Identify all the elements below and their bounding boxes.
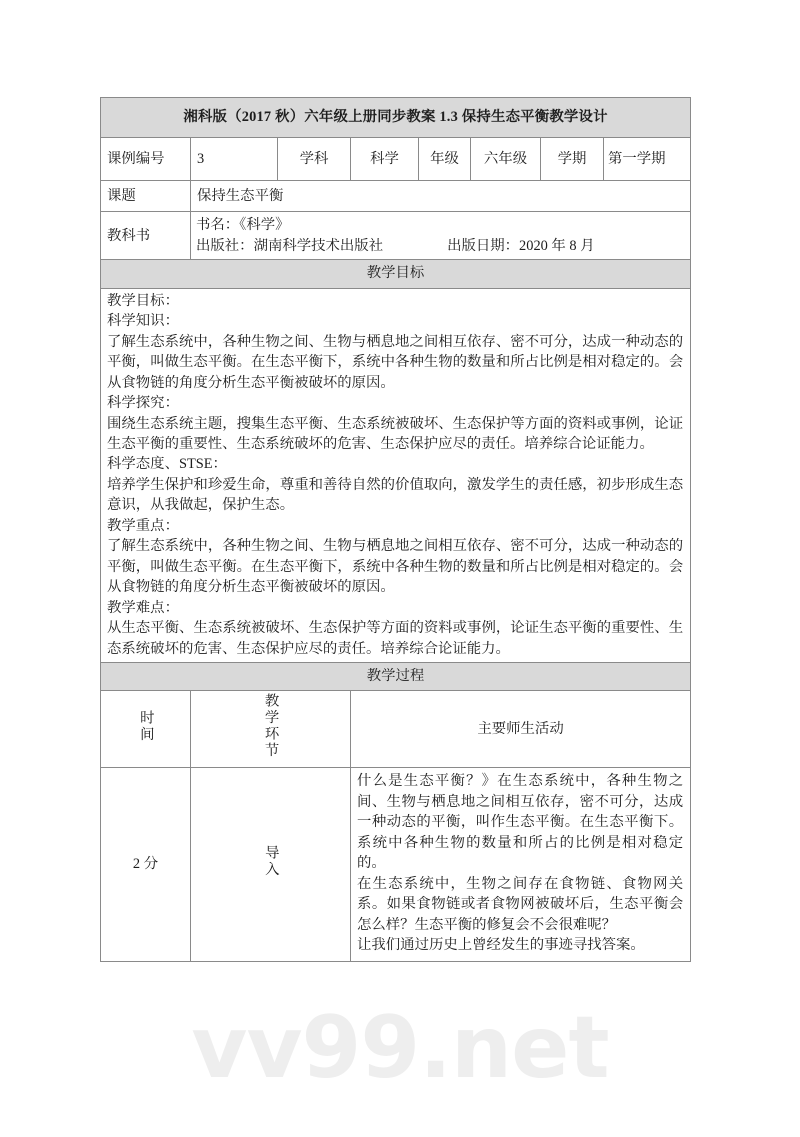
stage-column-header: [191, 691, 351, 768]
objectives-band-label: 教学目标: [101, 260, 691, 288]
objectives-line: 培养学生保护和珍爱生命，尊重和善待自然的价值取向，激发学生的责任感，初步形成生态意识，从我做起，保护生态。: [107, 476, 684, 514]
process-band-label: 教学过程: [101, 662, 691, 690]
book-name-line: 书名：《科学》: [196, 217, 290, 234]
title-row: [101, 98, 691, 138]
objectives-line: 科学知识：: [107, 313, 179, 330]
site-watermark: vv99.net: [191, 998, 609, 1098]
objectives-line: 了解生态系统中，各种生物之间、生物与栖息地之间相互依存、密不可分，达成一种动态的平衡，叫做生态平衡。在生态平衡下，系统中各种生物的数量和所占比例是相对稳定的。会从食物链的角度分析生态平衡被破坏的原因。: [107, 333, 684, 391]
subject-value: 科学: [351, 138, 419, 181]
lesson-plan-table: [100, 97, 691, 962]
objectives-line: 科学态度、STSE：: [107, 456, 227, 473]
objectives-line: 科学探究：: [107, 395, 179, 412]
process-row-stage-label: 导入: [262, 844, 279, 878]
grade-label: 年级: [419, 138, 471, 181]
lesson-no-value: 3: [191, 138, 278, 181]
topic-row: [101, 181, 691, 212]
subject-label: 学科: [278, 138, 351, 181]
lesson-info-row: [101, 138, 691, 181]
activity-column-header: 主要师生活动: [351, 691, 691, 768]
process-header-row: [101, 691, 691, 768]
grade-value: 六年级: [471, 138, 541, 181]
objectives-line: 教学目标：: [107, 292, 179, 309]
publish-date-text: 出版日期：2020 年 8 月: [447, 237, 595, 254]
objectives-line: 围绕生态系统主题，搜集生态平衡、生态系统被破坏、生态保护等方面的资料或事例，论证生态平衡的重要性、生态系统破坏的危害、生态保护应尽的责任。培养综合论证能力。: [107, 415, 684, 452]
textbook-row: [101, 212, 691, 260]
time-column-header: [101, 691, 191, 768]
topic-value: 保持生态平衡: [191, 181, 691, 212]
time-column-header-label: 时间: [137, 709, 154, 743]
publisher-text: 出版社：湖南科学技术出版社: [196, 237, 384, 254]
objectives-body-row: [101, 288, 691, 662]
process-row-time: 2 分: [101, 768, 191, 961]
process-row-activity: [351, 768, 691, 961]
publisher-and-date-line: [196, 236, 685, 256]
activity-paragraph: 什么是生态平衡？》在生态系统中，各种生物之间、生物与栖息地之间相互依存，密不可分，达成一种动态的平衡，叫作生态平衡。在生态平衡下。系统中各种生物的数量和所占的比例是相对稳定的。: [357, 773, 684, 872]
stage-column-header-label: 教学环节: [262, 693, 279, 760]
objectives-line: 了解生态系统中，各种生物之间、生物与栖息地之间相互依存、密不可分，达成一种动态的平衡，叫做生态平衡。在生态平衡下，系统中各种生物的数量和所占比例是相对稳定的。会从食物链的角度分析生态平衡被破坏的原因。: [107, 538, 684, 596]
textbook-details: [191, 212, 691, 260]
objectives-line: 教学难点：: [107, 599, 179, 616]
process-row-stage: [191, 768, 351, 961]
lesson-no-label: 课例编号: [101, 138, 191, 181]
activity-paragraph: 让我们通过历史上曾经发生的事迹寻找答案。: [357, 937, 645, 954]
objectives-line: 教学重点：: [107, 517, 179, 534]
term-label: 学期: [541, 138, 604, 181]
objectives-band-row: [101, 260, 691, 288]
document-title: 湘科版（2017 秋）六年级上册同步教案 1.3 保持生态平衡教学设计: [101, 98, 691, 138]
term-value: 第一学期: [604, 138, 691, 181]
topic-label: 课题: [101, 181, 191, 212]
textbook-label: 教科书: [101, 212, 191, 260]
objectives-body: [101, 288, 691, 662]
process-band-row: [101, 662, 691, 690]
objectives-line: 从生态平衡、生态系统被破坏、生态保护等方面的资料或事例，论证生态平衡的重要性、生态系统破坏的危害、生态保护应尽的责任。培养综合论证能力。: [107, 620, 684, 657]
activity-paragraph: 在生态系统中，生物之间存在食物链、食物网关系。如果食物链或者食物网被破坏后，生态平衡会怎么样？生态平衡的修复会不会很难呢？: [357, 875, 684, 933]
process-row: [101, 768, 691, 961]
